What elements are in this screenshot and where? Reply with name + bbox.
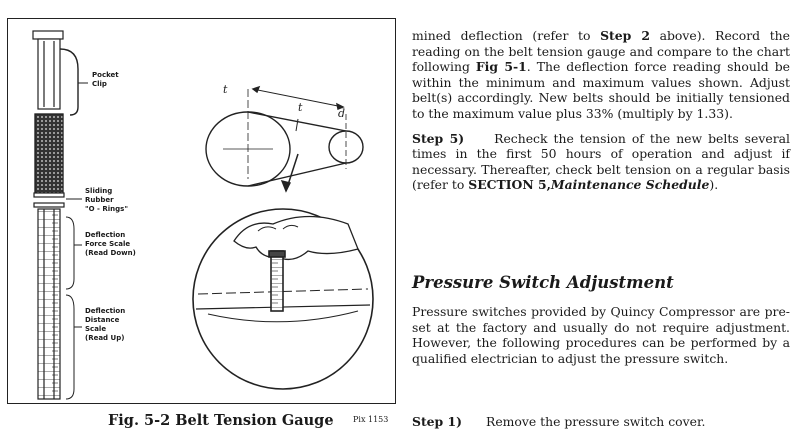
- callout-distance-scale: Deflection Distance Scale (Read Up): [85, 307, 126, 342]
- paragraph-pressure-switch: Pressure switches provided by Quincy Compressor are pre-set at the factory and usually do not require adjustment. However, the following procedures can be performed by a qualified electrician to adjust the pressure switch.: [412, 304, 790, 366]
- callout-pocket-clip: Pocket Clip: [92, 71, 119, 88]
- figure-frame: [7, 18, 396, 404]
- belt-tension-gauge-illustration: [8, 19, 394, 402]
- diagram-letter-t2: t: [298, 101, 303, 114]
- paragraph-deflection: mined deflection (refer to Step 2 above). Record the reading on the belt tension gauge and compare to the chart following Fig 5-1. The deflection force reading should be within the minimum and maximum values shown. Adjust belt(s) accordingly. New belts should be initially tensioned to the maximum value plus 33% (multiply by 1.33).: [412, 28, 790, 121]
- body-text-top: [412, 28, 790, 202]
- figure-caption: [108, 412, 334, 429]
- section-heading: Pressure Switch Adjustment: [412, 273, 674, 292]
- step1-text: Remove the pressure switch cover.: [486, 414, 706, 429]
- diagram-letter-d: d: [338, 107, 346, 120]
- magnified-view: [193, 209, 373, 389]
- step1-label: Step 1): [412, 414, 463, 429]
- pix-label: Pix 1153: [353, 415, 389, 424]
- pulley-diagram: [206, 87, 363, 191]
- figure-number: Fig. 5-2: [108, 412, 171, 429]
- step1-line: [412, 414, 705, 429]
- paragraph-step5: Step 5) Recheck the tension of the new belts several times in the first 50 hours of operation and adjust if necessary. Thereafter, check belt tension on a regular basis (refer to SECTION 5,Maintenance Schedule).: [412, 130, 790, 193]
- diagram-letter-t1: t: [223, 83, 228, 96]
- callout-sliding-rings: Sliding Rubber "O - Rings": [85, 187, 128, 213]
- figure-title: Belt Tension Gauge: [175, 412, 334, 429]
- gauge-scale-ticks: [38, 209, 60, 399]
- step5-label: Step 5): [412, 130, 465, 146]
- callout-force-scale: Deflection Force Scale (Read Down): [85, 231, 136, 257]
